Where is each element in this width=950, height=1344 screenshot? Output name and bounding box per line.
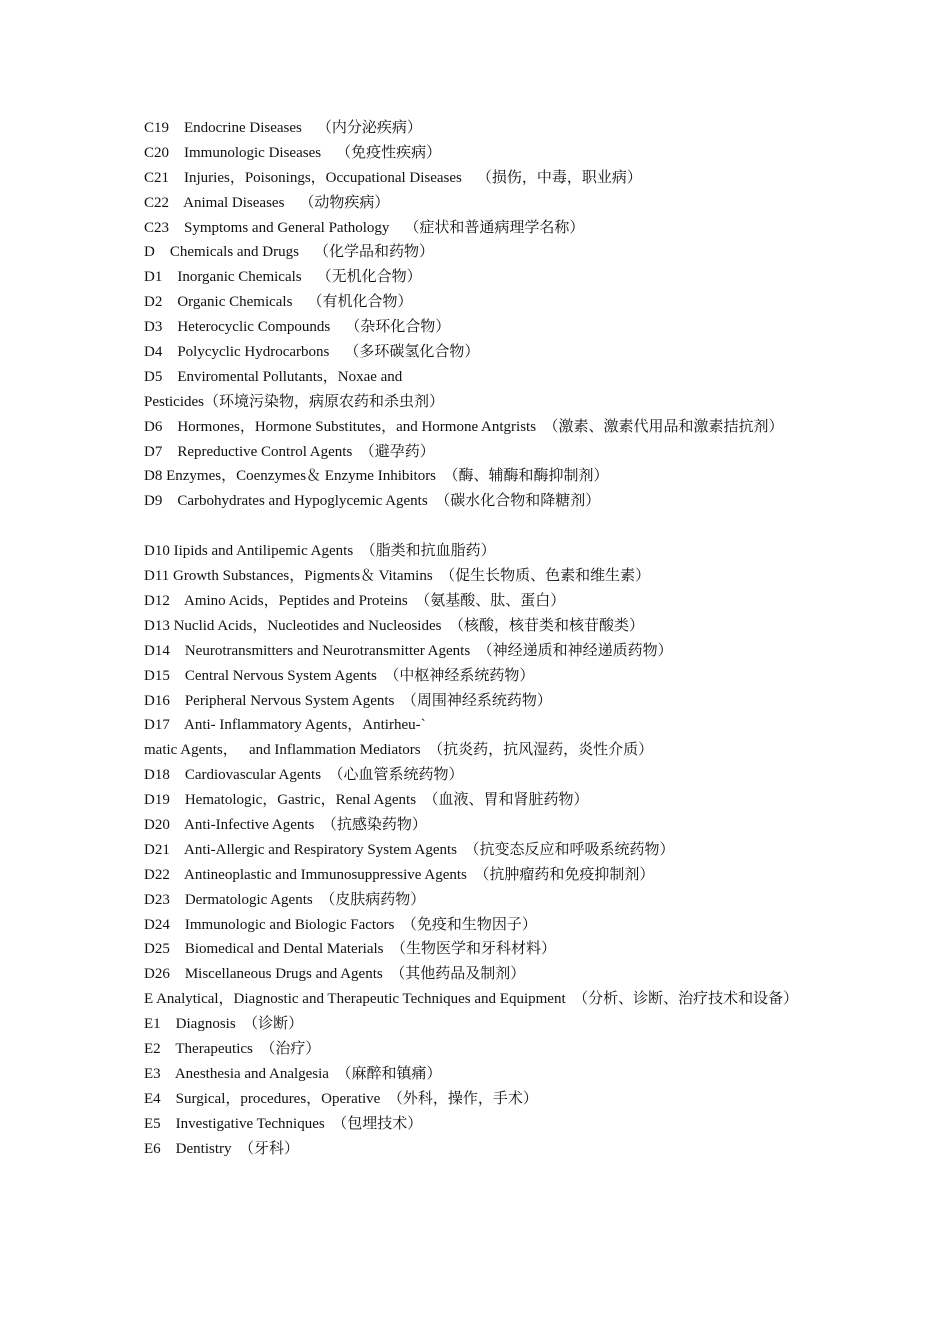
entry-d3: D3 Heterocyclic Compounds （杂环化合物） [144, 319, 451, 336]
entry-d6: D6 Hormones，Hormone Substitutes，and Hormone Antgrists （激素、激素代用品和激素拮抗剂） [144, 418, 784, 435]
entry-d10: D10 Iipids and Antilipemic Agents （脂类和抗血脂药） [144, 543, 496, 560]
entry-d13: D13 Nuclid Acids，Nucleotides and Nucleosides （核酸，核苷类和核苷酸类） [144, 617, 644, 634]
entry-d17-continued: matic Agents， and Inflammation Mediators （抗炎药，抗风湿药，炎性介质） [144, 742, 654, 759]
entry-e4: E4 Surgical，procedures，Operative （外科，操作，手术） [144, 1090, 538, 1107]
entry-e3: E3 Anesthesia and Analgesia （麻醉和镇痛） [144, 1065, 442, 1082]
entry-d17: D17 Anti- Inflammatory Agents，Antirheu-` [144, 717, 426, 734]
entry-d5: D5 Enviromental Pollutants，Noxae and [144, 368, 403, 385]
entry-e5: E5 Investigative Techniques （包埋技术） [144, 1115, 423, 1132]
entry-d20: D20 Anti-Infective Agents （抗感染药物） [144, 816, 427, 833]
entry-c19: C19 Endocrine Diseases （内分泌疾病） [144, 120, 422, 136]
entry-c22: C22 Animal Diseases （动物疾病） [144, 194, 390, 211]
entry-d23: D23 Dermatologic Agents （皮肤病药物） [144, 891, 426, 908]
entry-d24: D24 Immunologic and Biologic Factors （免疫和生物因子） [144, 916, 537, 933]
entry-e6: E6 Dentistry （牙科） [144, 1140, 299, 1157]
entry-e2: E2 Therapeutics （治疗） [144, 1040, 321, 1057]
entry-c21: C21 Injuries，Poisonings，Occupational Diseases （损伤，中毒，职业病） [144, 169, 642, 186]
entry-c20: C20 Immunologic Diseases （免疫性疾病） [144, 144, 442, 161]
entry-d2: D2 Organic Chemicals （有机化合物） [144, 294, 413, 311]
entry-c23: C23 Symptoms and General Pathology （症状和普通病理学名称） [144, 219, 585, 236]
entry-d25: D25 Biomedical and Dental Materials （生物医学和牙科材料） [144, 941, 557, 958]
entry-d7: D7 Repreductive Control Agents （避孕药） [144, 443, 435, 460]
entry-d5-continued: Pesticides（环境污染物，病原农药和杀虫剂） [144, 393, 444, 410]
entry-d9: D9 Carbohydrates and Hypoglycemic Agents （碳水化合物和降糖剂） [144, 493, 601, 510]
entry-d22: D22 Antineoplastic and Immunosuppressive Agents （抗肿瘤药和免疫抑制剂） [144, 866, 655, 883]
entry-d: D Chemicals and Drugs （化学品和药物） [144, 244, 434, 261]
entry-d8: D8 Enzymes，Coenzymes＆ Enzyme Inhibitors （酶、辅酶和酶抑制剂） [144, 468, 609, 485]
entry-e: E Analytical，Diagnostic and Therapeutic Techniques and Equipment （分析、诊断、治疗技术和设备） [144, 991, 799, 1008]
entry-d1: D1 Inorganic Chemicals （无机化合物） [144, 269, 422, 286]
entry-d26: D26 Miscellaneous Drugs and Agents （其他药品及制剂） [144, 966, 526, 983]
entry-d14: D14 Neurotransmitters and Neurotransmitter Agents （神经递质和神经递质药物） [144, 642, 673, 659]
blank-line [144, 514, 812, 539]
entry-e1: E1 Diagnosis （诊断） [144, 1016, 304, 1033]
document-body [144, 116, 812, 1161]
entry-d18: D18 Cardiovascular Agents （心血管系统药物） [144, 767, 464, 784]
entry-d4: D4 Polycyclic Hydrocarbons （多环碳氢化合物） [144, 344, 480, 361]
entry-d21: D21 Anti-Allergic and Respiratory System Agents （抗变态反应和呼吸系统药物） [144, 841, 675, 858]
entry-d15: D15 Central Nervous System Agents （中枢神经系统药物） [144, 667, 535, 684]
entry-d16: D16 Peripheral Nervous System Agents （周围神经系统药物） [144, 692, 552, 709]
entry-d12: D12 Amino Acids，Peptides and Proteins （氨基酸、肽、蛋白） [144, 592, 566, 609]
entry-d19: D19 Hematologic，Gastric，Renal Agents （血液、胃和肾脏药物） [144, 792, 589, 809]
entry-d11: D11 Growth Substances，Pigments＆ Vitamins （促生长物质、色素和维生素） [144, 568, 651, 585]
